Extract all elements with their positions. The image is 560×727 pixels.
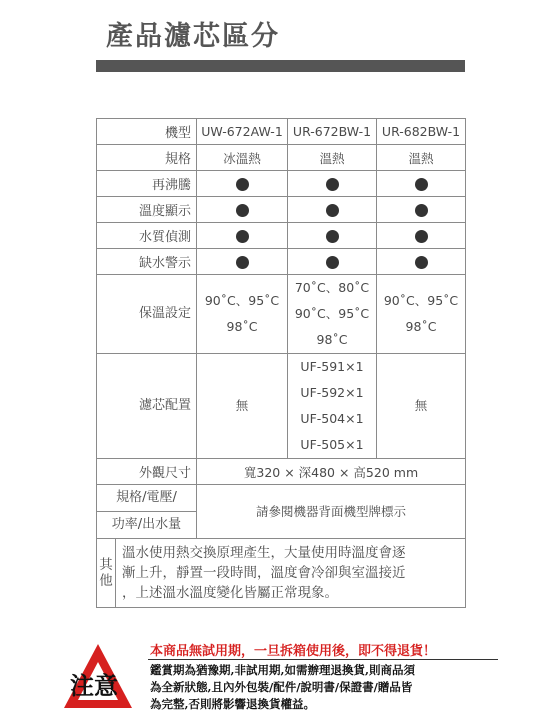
filter-cell: 無 bbox=[197, 354, 288, 459]
size-value: 寬320 × 深480 × 高520 mm bbox=[197, 459, 466, 485]
row-label: 濾芯配置 bbox=[97, 354, 197, 459]
temp-cell: 70˚C、80˚C 90˚C、95˚C 98˚C bbox=[288, 275, 377, 354]
feature-cell bbox=[197, 197, 288, 223]
table-row-feature bbox=[97, 197, 466, 223]
table-row-power bbox=[97, 485, 466, 539]
filled-dot-icon bbox=[326, 256, 339, 269]
other-notes: 溫水使用熱交換原理產生，大量使用時溫度會逐 漸上升，靜置一段時間，溫度會冷卻與室溫接近 ，上述溫水溫度變化皆屬正常現象。 bbox=[122, 545, 406, 601]
row-label: 溫度顯示 bbox=[97, 197, 197, 223]
feature-cell bbox=[197, 223, 288, 249]
spec-cell: 冰溫熱 bbox=[197, 145, 288, 171]
power-value: 請參閱機器背面機型牌標示 bbox=[197, 485, 466, 539]
table-row-spec bbox=[97, 145, 466, 171]
row-label: 缺水警示 bbox=[97, 249, 197, 275]
model-cell: UR-682BW-1 bbox=[377, 119, 466, 145]
filled-dot-icon bbox=[415, 256, 428, 269]
table-row-size bbox=[97, 459, 466, 485]
filled-dot-icon bbox=[236, 178, 249, 191]
row-label: 規格/電壓/ 功率/出水量 bbox=[97, 485, 197, 539]
feature-cell bbox=[377, 249, 466, 275]
feature-cell bbox=[197, 249, 288, 275]
filled-dot-icon bbox=[415, 178, 428, 191]
feature-cell bbox=[288, 171, 377, 197]
table-row-feature bbox=[97, 223, 466, 249]
page-title: 產品濾芯區分 bbox=[106, 21, 280, 52]
notice-block bbox=[62, 640, 502, 720]
filled-dot-icon bbox=[326, 204, 339, 217]
table-row-filter bbox=[97, 354, 466, 459]
title-bar bbox=[96, 60, 465, 72]
table-row-model bbox=[97, 119, 466, 145]
feature-cell bbox=[288, 223, 377, 249]
filter-cell: 無 bbox=[377, 354, 466, 459]
notice-body: 鑑賞期為猶豫期,非試用期,如需辦理退換貨,則商品須 為全新狀態,且內外包裝/配件/說明書/保證書/贈品皆 為完整,否則將影響退換貨權益。 bbox=[150, 663, 416, 711]
notice-divider bbox=[148, 659, 498, 660]
temp-cell: 90˚C、95˚C 98˚C bbox=[377, 275, 466, 354]
feature-cell bbox=[377, 223, 466, 249]
filled-dot-icon bbox=[236, 204, 249, 217]
row-label: 機型 bbox=[97, 119, 197, 145]
row-label: 保溫設定 bbox=[97, 275, 197, 354]
feature-cell bbox=[288, 197, 377, 223]
filled-dot-icon bbox=[236, 230, 249, 243]
feature-cell bbox=[377, 197, 466, 223]
filled-dot-icon bbox=[236, 256, 249, 269]
filter-cell: UF-591×1 UF-592×1 UF-504×1 UF-505×1 bbox=[288, 354, 377, 459]
table-row-temp bbox=[97, 275, 466, 354]
notice-badge: 注意 bbox=[70, 671, 118, 700]
row-label: 外觀尺寸 bbox=[97, 459, 197, 485]
spec-cell: 溫熱 bbox=[377, 145, 466, 171]
table-row-feature bbox=[97, 171, 466, 197]
model-cell: UW-672AW-1 bbox=[197, 119, 288, 145]
filled-dot-icon bbox=[415, 230, 428, 243]
table-row-other bbox=[97, 539, 466, 608]
spec-table bbox=[96, 118, 466, 608]
spec-cell: 溫熱 bbox=[288, 145, 377, 171]
row-label: 再沸騰 bbox=[97, 171, 197, 197]
feature-cell bbox=[377, 171, 466, 197]
row-label: 水質偵測 bbox=[97, 223, 197, 249]
other-label: 其 他 bbox=[97, 539, 116, 607]
feature-cell bbox=[197, 171, 288, 197]
row-label: 規格 bbox=[97, 145, 197, 171]
filled-dot-icon bbox=[326, 230, 339, 243]
filled-dot-icon bbox=[326, 178, 339, 191]
feature-cell bbox=[288, 249, 377, 275]
temp-cell: 90˚C、95˚C 98˚C bbox=[197, 275, 288, 354]
notice-heading: 本商品無試用期，一旦拆箱使用後，即不得退貨！ bbox=[150, 644, 437, 659]
filled-dot-icon bbox=[415, 204, 428, 217]
table-row-feature bbox=[97, 249, 466, 275]
other-cell bbox=[97, 539, 466, 608]
model-cell: UR-672BW-1 bbox=[288, 119, 377, 145]
